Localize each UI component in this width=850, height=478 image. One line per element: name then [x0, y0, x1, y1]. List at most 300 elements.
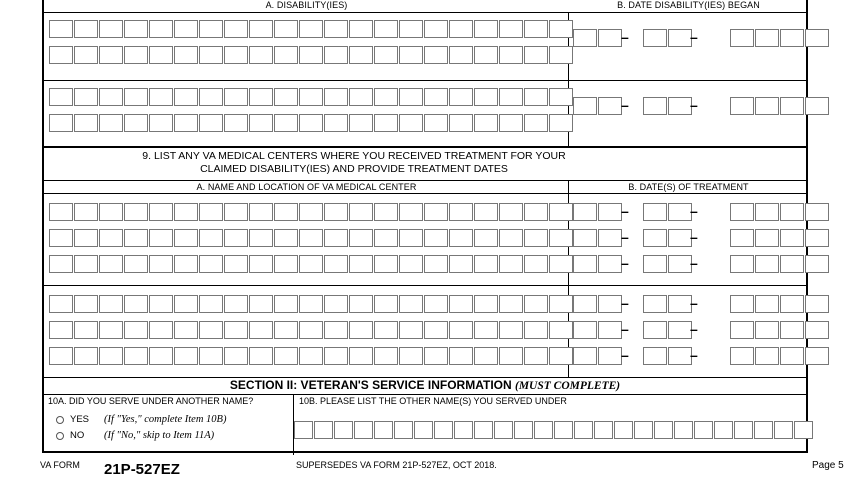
- char-box[interactable]: [499, 255, 523, 273]
- char-box[interactable]: [49, 46, 73, 64]
- char-box[interactable]: [249, 321, 273, 339]
- char-box[interactable]: [349, 20, 373, 38]
- char-box[interactable]: [49, 295, 73, 313]
- treatment-date-day[interactable]: [643, 255, 693, 273]
- char-box[interactable]: [524, 347, 548, 365]
- char-box[interactable]: [124, 114, 148, 132]
- char-box[interactable]: [449, 46, 473, 64]
- char-box[interactable]: [249, 46, 273, 64]
- char-box[interactable]: [174, 255, 198, 273]
- char-box[interactable]: [614, 421, 633, 439]
- char-box[interactable]: [524, 46, 548, 64]
- char-box[interactable]: [399, 295, 423, 313]
- char-box[interactable]: [99, 321, 123, 339]
- char-box[interactable]: [249, 229, 273, 247]
- char-box[interactable]: [74, 88, 98, 106]
- char-box[interactable]: [374, 347, 398, 365]
- char-box[interactable]: [549, 46, 573, 64]
- char-box[interactable]: [598, 229, 622, 247]
- char-box[interactable]: [274, 229, 298, 247]
- char-box[interactable]: [730, 97, 754, 115]
- char-box[interactable]: [224, 114, 248, 132]
- char-box[interactable]: [149, 255, 173, 273]
- char-box[interactable]: [474, 347, 498, 365]
- char-box[interactable]: [274, 20, 298, 38]
- char-box[interactable]: [549, 321, 573, 339]
- char-box[interactable]: [474, 114, 498, 132]
- char-box[interactable]: [49, 114, 73, 132]
- char-box[interactable]: [780, 347, 804, 365]
- char-box[interactable]: [449, 255, 473, 273]
- char-box[interactable]: [573, 203, 597, 221]
- char-box[interactable]: [199, 114, 223, 132]
- char-box[interactable]: [755, 29, 779, 47]
- char-box[interactable]: [274, 88, 298, 106]
- char-box[interactable]: [474, 46, 498, 64]
- char-box[interactable]: [805, 229, 829, 247]
- char-box[interactable]: [643, 321, 667, 339]
- char-box[interactable]: [224, 20, 248, 38]
- char-box[interactable]: [224, 295, 248, 313]
- char-box[interactable]: [499, 114, 523, 132]
- char-box[interactable]: [499, 203, 523, 221]
- char-box[interactable]: [668, 347, 692, 365]
- char-box[interactable]: [374, 321, 398, 339]
- char-box[interactable]: [324, 347, 348, 365]
- char-box[interactable]: [598, 29, 622, 47]
- treatment-date-year[interactable]: [730, 347, 830, 365]
- char-box[interactable]: [299, 114, 323, 132]
- char-box[interactable]: [199, 20, 223, 38]
- char-box[interactable]: [314, 421, 333, 439]
- char-box[interactable]: [394, 421, 413, 439]
- char-box[interactable]: [49, 203, 73, 221]
- char-box[interactable]: [174, 20, 198, 38]
- char-box[interactable]: [124, 255, 148, 273]
- char-box[interactable]: [249, 295, 273, 313]
- char-box[interactable]: [474, 321, 498, 339]
- char-box[interactable]: [449, 295, 473, 313]
- char-box[interactable]: [374, 20, 398, 38]
- disability-date-month[interactable]: [573, 29, 623, 47]
- char-box[interactable]: [99, 46, 123, 64]
- char-box[interactable]: [794, 421, 813, 439]
- char-box[interactable]: [299, 295, 323, 313]
- char-box[interactable]: [299, 229, 323, 247]
- char-box[interactable]: [774, 421, 793, 439]
- char-box[interactable]: [780, 97, 804, 115]
- char-box[interactable]: [643, 255, 667, 273]
- char-box[interactable]: [74, 229, 98, 247]
- char-box[interactable]: [755, 97, 779, 115]
- char-box[interactable]: [549, 114, 573, 132]
- char-box[interactable]: [149, 46, 173, 64]
- char-box[interactable]: [299, 255, 323, 273]
- char-box[interactable]: [249, 347, 273, 365]
- medical-center-text-boxes[interactable]: [49, 347, 574, 365]
- char-box[interactable]: [805, 203, 829, 221]
- char-box[interactable]: [424, 321, 448, 339]
- char-box[interactable]: [324, 321, 348, 339]
- char-box[interactable]: [598, 295, 622, 313]
- char-box[interactable]: [74, 295, 98, 313]
- char-box[interactable]: [99, 229, 123, 247]
- char-box[interactable]: [174, 46, 198, 64]
- char-box[interactable]: [49, 88, 73, 106]
- char-box[interactable]: [805, 255, 829, 273]
- char-box[interactable]: [668, 29, 692, 47]
- char-box[interactable]: [99, 20, 123, 38]
- char-box[interactable]: [780, 255, 804, 273]
- char-box[interactable]: [573, 321, 597, 339]
- char-box[interactable]: [449, 114, 473, 132]
- char-box[interactable]: [249, 20, 273, 38]
- char-box[interactable]: [449, 347, 473, 365]
- char-box[interactable]: [399, 46, 423, 64]
- char-box[interactable]: [99, 347, 123, 365]
- char-box[interactable]: [124, 229, 148, 247]
- treatment-date-year[interactable]: [730, 203, 830, 221]
- char-box[interactable]: [124, 321, 148, 339]
- char-box[interactable]: [499, 229, 523, 247]
- char-box[interactable]: [49, 347, 73, 365]
- char-box[interactable]: [494, 421, 513, 439]
- char-box[interactable]: [474, 295, 498, 313]
- char-box[interactable]: [424, 255, 448, 273]
- char-box[interactable]: [324, 229, 348, 247]
- char-box[interactable]: [349, 229, 373, 247]
- char-box[interactable]: [74, 255, 98, 273]
- char-box[interactable]: [780, 29, 804, 47]
- char-box[interactable]: [324, 255, 348, 273]
- char-box[interactable]: [299, 347, 323, 365]
- char-box[interactable]: [199, 203, 223, 221]
- char-box[interactable]: [274, 203, 298, 221]
- char-box[interactable]: [274, 255, 298, 273]
- char-box[interactable]: [474, 88, 498, 106]
- char-box[interactable]: [474, 203, 498, 221]
- char-box[interactable]: [805, 295, 829, 313]
- char-box[interactable]: [74, 46, 98, 64]
- treatment-date-day[interactable]: [643, 295, 693, 313]
- char-box[interactable]: [780, 295, 804, 313]
- char-box[interactable]: [549, 295, 573, 313]
- char-box[interactable]: [573, 29, 597, 47]
- char-box[interactable]: [49, 321, 73, 339]
- char-box[interactable]: [674, 421, 693, 439]
- char-box[interactable]: [199, 229, 223, 247]
- char-box[interactable]: [74, 114, 98, 132]
- char-box[interactable]: [349, 347, 373, 365]
- char-box[interactable]: [49, 20, 73, 38]
- char-box[interactable]: [755, 295, 779, 313]
- char-box[interactable]: [598, 203, 622, 221]
- char-box[interactable]: [755, 347, 779, 365]
- yes-radio[interactable]: [56, 416, 64, 424]
- char-box[interactable]: [668, 255, 692, 273]
- disability-date-month[interactable]: [573, 97, 623, 115]
- char-box[interactable]: [554, 421, 573, 439]
- char-box[interactable]: [299, 203, 323, 221]
- char-box[interactable]: [274, 114, 298, 132]
- char-box[interactable]: [124, 46, 148, 64]
- char-box[interactable]: [730, 295, 754, 313]
- char-box[interactable]: [474, 20, 498, 38]
- treatment-date-year[interactable]: [730, 229, 830, 247]
- char-box[interactable]: [149, 20, 173, 38]
- char-box[interactable]: [598, 347, 622, 365]
- char-box[interactable]: [399, 88, 423, 106]
- treatment-date-month[interactable]: [573, 203, 623, 221]
- char-box[interactable]: [549, 255, 573, 273]
- char-box[interactable]: [399, 255, 423, 273]
- char-box[interactable]: [349, 203, 373, 221]
- char-box[interactable]: [514, 421, 533, 439]
- char-box[interactable]: [274, 295, 298, 313]
- char-box[interactable]: [573, 255, 597, 273]
- char-box[interactable]: [714, 421, 733, 439]
- char-box[interactable]: [124, 295, 148, 313]
- char-box[interactable]: [324, 114, 348, 132]
- char-box[interactable]: [573, 295, 597, 313]
- char-box[interactable]: [524, 114, 548, 132]
- char-box[interactable]: [224, 88, 248, 106]
- char-box[interactable]: [424, 88, 448, 106]
- char-box[interactable]: [199, 255, 223, 273]
- char-box[interactable]: [734, 421, 753, 439]
- char-box[interactable]: [499, 46, 523, 64]
- char-box[interactable]: [573, 97, 597, 115]
- char-box[interactable]: [274, 347, 298, 365]
- char-box[interactable]: [249, 255, 273, 273]
- char-box[interactable]: [324, 20, 348, 38]
- char-box[interactable]: [199, 347, 223, 365]
- char-box[interactable]: [374, 46, 398, 64]
- disability-text-boxes[interactable]: [49, 88, 574, 106]
- treatment-date-day[interactable]: [643, 321, 693, 339]
- char-box[interactable]: [598, 97, 622, 115]
- char-box[interactable]: [594, 421, 613, 439]
- char-box[interactable]: [399, 203, 423, 221]
- char-box[interactable]: [349, 255, 373, 273]
- treatment-date-year[interactable]: [730, 321, 830, 339]
- char-box[interactable]: [149, 295, 173, 313]
- char-box[interactable]: [434, 421, 453, 439]
- char-box[interactable]: [99, 295, 123, 313]
- char-box[interactable]: [74, 321, 98, 339]
- char-box[interactable]: [414, 421, 433, 439]
- char-box[interactable]: [174, 203, 198, 221]
- char-box[interactable]: [754, 421, 773, 439]
- disability-text-boxes[interactable]: [49, 46, 574, 64]
- char-box[interactable]: [730, 255, 754, 273]
- char-box[interactable]: [573, 229, 597, 247]
- char-box[interactable]: [424, 203, 448, 221]
- char-box[interactable]: [524, 229, 548, 247]
- char-box[interactable]: [149, 321, 173, 339]
- char-box[interactable]: [99, 203, 123, 221]
- char-box[interactable]: [730, 229, 754, 247]
- char-box[interactable]: [199, 321, 223, 339]
- char-box[interactable]: [149, 203, 173, 221]
- char-box[interactable]: [199, 46, 223, 64]
- char-box[interactable]: [780, 203, 804, 221]
- treatment-date-month[interactable]: [573, 295, 623, 313]
- char-box[interactable]: [374, 203, 398, 221]
- char-box[interactable]: [174, 114, 198, 132]
- char-box[interactable]: [349, 321, 373, 339]
- char-box[interactable]: [424, 20, 448, 38]
- char-box[interactable]: [349, 88, 373, 106]
- char-box[interactable]: [634, 421, 653, 439]
- char-box[interactable]: [224, 255, 248, 273]
- char-box[interactable]: [499, 347, 523, 365]
- char-box[interactable]: [524, 20, 548, 38]
- medical-center-text-boxes[interactable]: [49, 295, 574, 313]
- char-box[interactable]: [149, 88, 173, 106]
- char-box[interactable]: [805, 321, 829, 339]
- char-box[interactable]: [299, 88, 323, 106]
- char-box[interactable]: [349, 46, 373, 64]
- char-box[interactable]: [299, 46, 323, 64]
- char-box[interactable]: [449, 20, 473, 38]
- char-box[interactable]: [354, 421, 373, 439]
- char-box[interactable]: [643, 97, 667, 115]
- char-box[interactable]: [99, 255, 123, 273]
- char-box[interactable]: [274, 46, 298, 64]
- char-box[interactable]: [549, 229, 573, 247]
- disability-date-year[interactable]: [730, 97, 830, 115]
- char-box[interactable]: [805, 29, 829, 47]
- char-box[interactable]: [399, 347, 423, 365]
- char-box[interactable]: [174, 295, 198, 313]
- disability-date-year[interactable]: [730, 29, 830, 47]
- char-box[interactable]: [224, 321, 248, 339]
- other-names-boxes[interactable]: [294, 421, 814, 439]
- char-box[interactable]: [224, 46, 248, 64]
- char-box[interactable]: [374, 229, 398, 247]
- treatment-date-year[interactable]: [730, 255, 830, 273]
- char-box[interactable]: [573, 347, 597, 365]
- char-box[interactable]: [74, 203, 98, 221]
- treatment-date-day[interactable]: [643, 203, 693, 221]
- char-box[interactable]: [349, 295, 373, 313]
- char-box[interactable]: [524, 255, 548, 273]
- treatment-date-day[interactable]: [643, 229, 693, 247]
- char-box[interactable]: [374, 421, 393, 439]
- char-box[interactable]: [424, 347, 448, 365]
- char-box[interactable]: [249, 88, 273, 106]
- char-box[interactable]: [805, 97, 829, 115]
- char-box[interactable]: [668, 229, 692, 247]
- char-box[interactable]: [299, 321, 323, 339]
- char-box[interactable]: [399, 20, 423, 38]
- char-box[interactable]: [399, 321, 423, 339]
- char-box[interactable]: [399, 229, 423, 247]
- char-box[interactable]: [374, 295, 398, 313]
- treatment-date-month[interactable]: [573, 229, 623, 247]
- char-box[interactable]: [474, 421, 493, 439]
- char-box[interactable]: [549, 20, 573, 38]
- char-box[interactable]: [49, 229, 73, 247]
- char-box[interactable]: [324, 46, 348, 64]
- char-box[interactable]: [99, 114, 123, 132]
- char-box[interactable]: [454, 421, 473, 439]
- char-box[interactable]: [424, 295, 448, 313]
- option-yes[interactable]: [56, 414, 226, 425]
- treatment-date-month[interactable]: [573, 321, 623, 339]
- char-box[interactable]: [499, 321, 523, 339]
- char-box[interactable]: [755, 203, 779, 221]
- char-box[interactable]: [598, 255, 622, 273]
- char-box[interactable]: [274, 321, 298, 339]
- char-box[interactable]: [474, 229, 498, 247]
- char-box[interactable]: [424, 229, 448, 247]
- char-box[interactable]: [374, 114, 398, 132]
- medical-center-text-boxes[interactable]: [49, 229, 574, 247]
- treatment-date-day[interactable]: [643, 347, 693, 365]
- char-box[interactable]: [124, 20, 148, 38]
- char-box[interactable]: [730, 347, 754, 365]
- char-box[interactable]: [249, 114, 273, 132]
- disability-text-boxes[interactable]: [49, 20, 574, 38]
- char-box[interactable]: [199, 295, 223, 313]
- char-box[interactable]: [449, 321, 473, 339]
- char-box[interactable]: [549, 347, 573, 365]
- char-box[interactable]: [534, 421, 553, 439]
- char-box[interactable]: [805, 347, 829, 365]
- char-box[interactable]: [668, 97, 692, 115]
- treatment-date-month[interactable]: [573, 347, 623, 365]
- char-box[interactable]: [124, 347, 148, 365]
- char-box[interactable]: [349, 114, 373, 132]
- char-box[interactable]: [149, 229, 173, 247]
- char-box[interactable]: [174, 229, 198, 247]
- char-box[interactable]: [499, 20, 523, 38]
- char-box[interactable]: [299, 20, 323, 38]
- char-box[interactable]: [199, 88, 223, 106]
- treatment-date-year[interactable]: [730, 295, 830, 313]
- char-box[interactable]: [174, 88, 198, 106]
- char-box[interactable]: [449, 88, 473, 106]
- char-box[interactable]: [524, 321, 548, 339]
- medical-center-text-boxes[interactable]: [49, 255, 574, 273]
- disability-date-day[interactable]: [643, 29, 693, 47]
- char-box[interactable]: [224, 229, 248, 247]
- char-box[interactable]: [124, 203, 148, 221]
- char-box[interactable]: [49, 255, 73, 273]
- char-box[interactable]: [149, 347, 173, 365]
- char-box[interactable]: [324, 203, 348, 221]
- char-box[interactable]: [780, 229, 804, 247]
- char-box[interactable]: [74, 20, 98, 38]
- char-box[interactable]: [424, 46, 448, 64]
- char-box[interactable]: [399, 114, 423, 132]
- char-box[interactable]: [294, 421, 313, 439]
- char-box[interactable]: [449, 229, 473, 247]
- char-box[interactable]: [449, 203, 473, 221]
- char-box[interactable]: [730, 321, 754, 339]
- disability-text-boxes[interactable]: [49, 114, 574, 132]
- char-box[interactable]: [149, 114, 173, 132]
- char-box[interactable]: [668, 321, 692, 339]
- char-box[interactable]: [524, 295, 548, 313]
- char-box[interactable]: [668, 295, 692, 313]
- char-box[interactable]: [224, 203, 248, 221]
- char-box[interactable]: [755, 229, 779, 247]
- char-box[interactable]: [549, 203, 573, 221]
- disability-date-day[interactable]: [643, 97, 693, 115]
